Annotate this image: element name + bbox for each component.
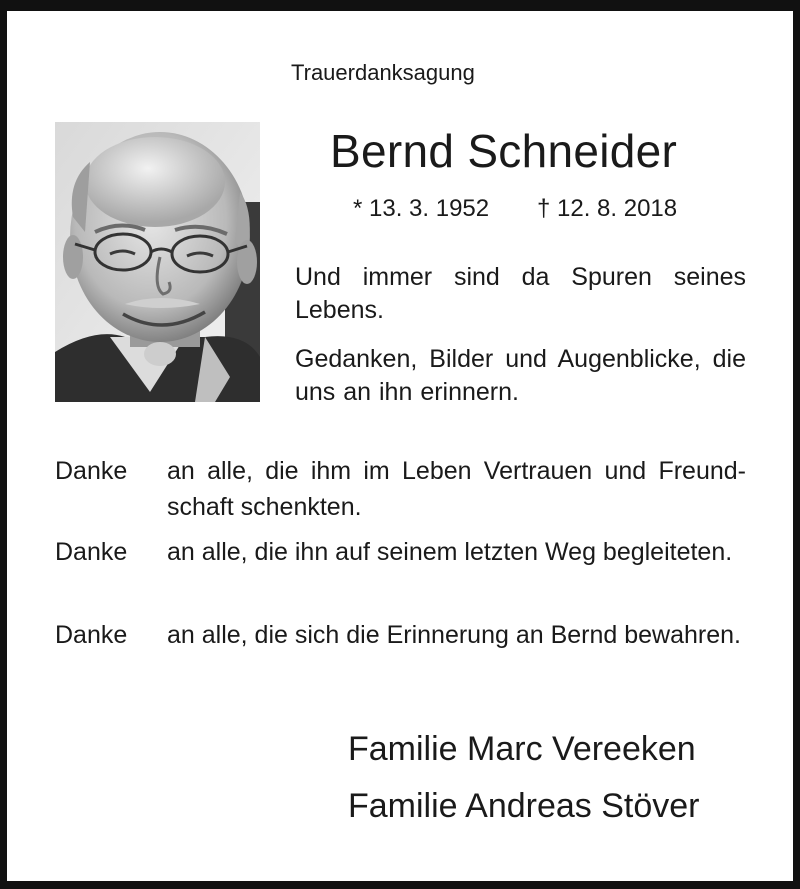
thanks-label: Danke [55, 621, 128, 649]
verse-line-1: Und immer sind da Spuren seines Lebens. [295, 263, 746, 324]
thanks-text: an alle, die sich die Erinnerung an Bernd bewahren. [167, 621, 741, 649]
signature-family-1: Familie Marc Vereeken [348, 730, 696, 768]
thanks-label: Danke [55, 538, 128, 566]
signature-family-2: Familie Andreas Stöver [348, 787, 700, 825]
thanks-label: Danke [55, 457, 128, 485]
thanks-text: an alle, die ihm im Leben Vertrauen und Freundschaft schenkten. [167, 457, 746, 521]
notice-type-heading: Trauerdanksagung [291, 60, 475, 85]
portrait-photo [55, 122, 260, 402]
thanks-text: an alle, die ihn auf seinem letzten Weg begleiteten. [167, 538, 733, 566]
deceased-name: Bernd Schneider [330, 125, 678, 177]
birth-date: * 13. 3. 1952 [353, 195, 490, 222]
verse-line-2: Gedanken, Bilder und Augenblicke, die uns an ihn erinnern. [295, 345, 746, 406]
death-date: † 12. 8. 2018 [537, 195, 678, 222]
